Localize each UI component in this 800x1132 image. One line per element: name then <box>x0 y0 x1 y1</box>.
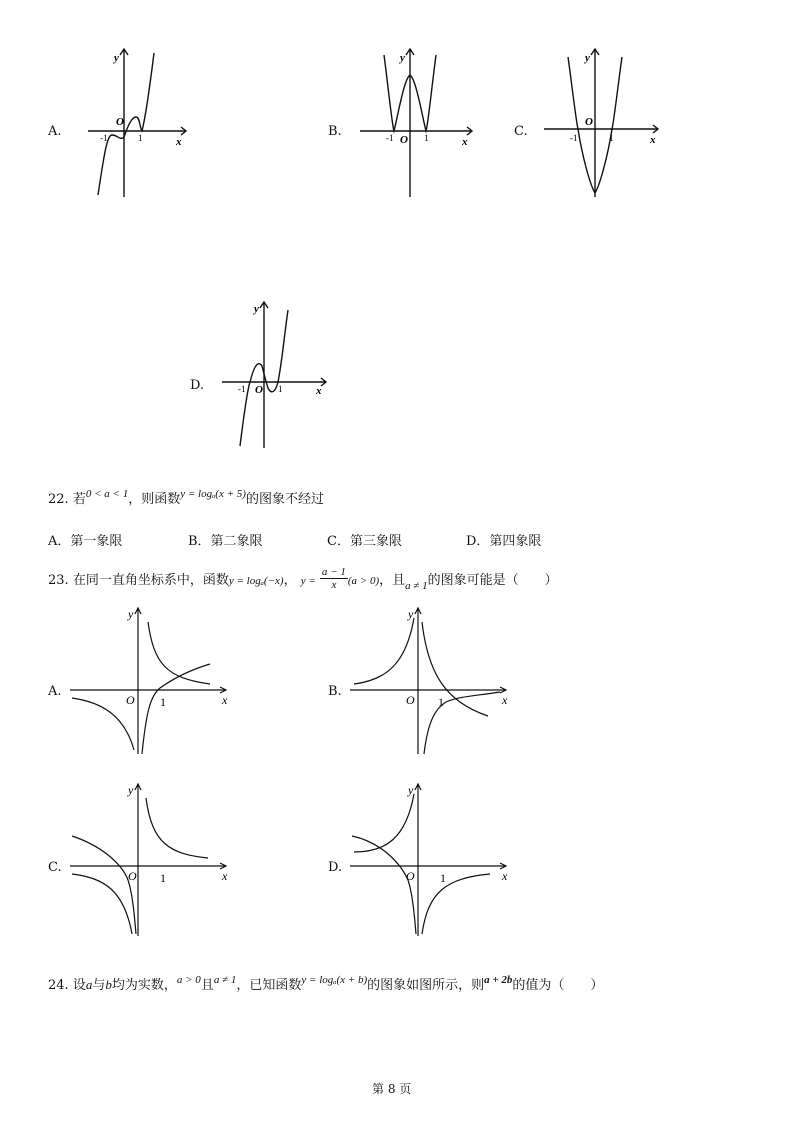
q23-option-b-label: B. <box>328 684 342 699</box>
q23-number: 23. <box>48 573 69 588</box>
q23-text1: 在同一直角坐标系中，函数 <box>72 573 229 588</box>
page-number: 第 8 页 <box>372 1082 412 1096</box>
q22-choice-d[interactable]: D．第四象限 <box>466 534 542 549</box>
q23-d-hyperbola-right <box>422 874 490 934</box>
q21-a-ylabel: y <box>114 52 119 64</box>
q23-text2: ，且 <box>379 573 406 588</box>
q21-b-xlabel: x <box>462 136 468 148</box>
q21-option-d-label: D. <box>190 378 205 393</box>
q23-c-hyperbola-left <box>72 874 132 934</box>
q23-graph-c <box>70 780 240 940</box>
q23-a-ylabel: y <box>128 607 134 621</box>
q23-b-ylabel: y <box>408 607 414 621</box>
q23-c-origin: O <box>128 869 137 883</box>
q23-option-c-label: C. <box>48 860 62 875</box>
q21-graph-a <box>88 45 198 205</box>
q23-a-origin: O <box>126 693 135 707</box>
q24-number: 24. <box>48 978 69 993</box>
q21-a-tick-neg: -1 <box>100 133 108 143</box>
q23-graph-d <box>350 780 520 940</box>
q24-expr: a + 2b <box>484 974 513 986</box>
q21-graph-d <box>222 298 352 458</box>
q23-stem <box>48 568 558 593</box>
q23-d-xlabel: x <box>502 869 508 883</box>
q21-graph-b <box>356 45 486 205</box>
q23-d-ylabel: y <box>408 783 414 797</box>
q22-choice-b[interactable]: B．第二象限 <box>188 534 263 549</box>
q24-text5: ，已知函数 <box>236 978 302 993</box>
q23-option-d-label: D. <box>328 860 343 875</box>
q22-choice-a[interactable]: A．第一象限 <box>48 534 123 549</box>
q23-d-tick: 1 <box>440 871 446 885</box>
q24-cond2: a ≠ 1 <box>213 974 237 986</box>
q21-b-ylabel: y <box>400 52 405 64</box>
q23-d-origin: O <box>406 869 415 883</box>
q24-b: b <box>105 977 112 992</box>
q21-a-tick-pos: 1 <box>138 133 143 143</box>
q21-b-tick-pos: 1 <box>424 133 429 143</box>
q21-c-origin: O <box>585 116 593 128</box>
q23-b-origin: O <box>406 693 415 707</box>
q23-a-hyperbola-left <box>72 698 134 750</box>
q23-a-log-curve <box>142 664 210 754</box>
q21-b-tick-neg: -1 <box>386 133 394 143</box>
q23-cond: a ≠ 1 <box>405 580 428 592</box>
q23-c-ylabel: y <box>128 783 134 797</box>
q24-text3: 均为实数， <box>111 978 177 993</box>
q23-a-hyperbola-right <box>148 622 210 684</box>
q21-c-tick-pos: 1 <box>609 133 614 143</box>
q22-choice-c[interactable]: C．第三象限 <box>327 534 402 549</box>
q21-d-xlabel: x <box>316 385 322 397</box>
q22-mid: ，则函数 <box>128 492 181 507</box>
q22-suffix: 的图象不经过 <box>245 492 324 507</box>
q21-graph-c <box>540 45 670 205</box>
q21-a-xlabel: x <box>176 136 182 148</box>
q22-prefix: 若 <box>72 492 86 507</box>
q23-a-xlabel: x <box>222 693 228 707</box>
q21-a-origin: O <box>116 116 124 128</box>
q21-c-tick-neg: -1 <box>570 133 578 143</box>
q24-text4: 且 <box>200 978 214 993</box>
q23-text3: 的图象可能是（ ） <box>427 573 558 588</box>
q23-func2-num: a − 1 <box>321 566 346 578</box>
q24-stem <box>48 974 603 993</box>
q22-condition: 0 < a < 1 <box>85 488 129 500</box>
q22-stem <box>48 488 324 507</box>
q24-text1: 设 <box>72 978 86 993</box>
q23-graph-a <box>70 604 240 754</box>
q23-graph-b <box>350 604 520 754</box>
q21-option-b-label: B. <box>328 124 342 139</box>
q23-b-hyperbola-right <box>422 622 488 716</box>
q21-d-tick-neg: -1 <box>238 384 246 394</box>
q23-d-log-curve <box>352 836 416 934</box>
q23-c-hyperbola-right <box>146 798 208 858</box>
q21-option-c-label: C. <box>514 124 528 139</box>
q21-option-a-label: A. <box>48 124 62 139</box>
q23-c-tick: 1 <box>160 871 166 885</box>
q24-a: a <box>85 977 93 992</box>
q23-b-log-curve <box>424 692 500 754</box>
q21-b-origin: O <box>400 134 408 146</box>
q21-a-curve <box>98 53 154 195</box>
q23-b-tick: 1 <box>438 695 444 709</box>
q23-d-hyperbola-left <box>354 794 414 852</box>
q23-b-hyperbola-left <box>354 618 414 684</box>
q22-number: 22. <box>48 492 69 507</box>
q23-a-tick: 1 <box>160 695 166 709</box>
q23-sep: ， <box>283 573 297 588</box>
q21-d-origin: O <box>255 384 263 396</box>
q23-c-xlabel: x <box>222 869 228 883</box>
q24-cond1: a > 0 <box>176 974 201 986</box>
q21-d-tick-pos: 1 <box>278 384 283 394</box>
q21-c-ylabel: y <box>585 52 590 64</box>
q24-text7: 的值为（ ） <box>512 978 604 993</box>
q23-func2-den: x <box>331 579 337 591</box>
q23-option-a-label: A. <box>48 684 62 699</box>
q21-c-xlabel: x <box>650 134 656 146</box>
q23-func2-lhs: y = <box>300 575 316 587</box>
q23-c-log-curve <box>72 836 136 934</box>
q23-b-xlabel: x <box>502 693 508 707</box>
q24-text2: 与 <box>92 978 106 993</box>
q23-func1: y = logₐ(−x) <box>228 575 284 587</box>
q24-text6: 的图象如图所示，则 <box>367 978 485 993</box>
q23-func2-cond: (a > 0) <box>347 575 380 587</box>
q24-function: y = logₐ(x + b) <box>301 974 368 986</box>
q21-d-ylabel: y <box>254 303 259 315</box>
q22-function: y = logₐ(x + 5) <box>180 488 246 500</box>
